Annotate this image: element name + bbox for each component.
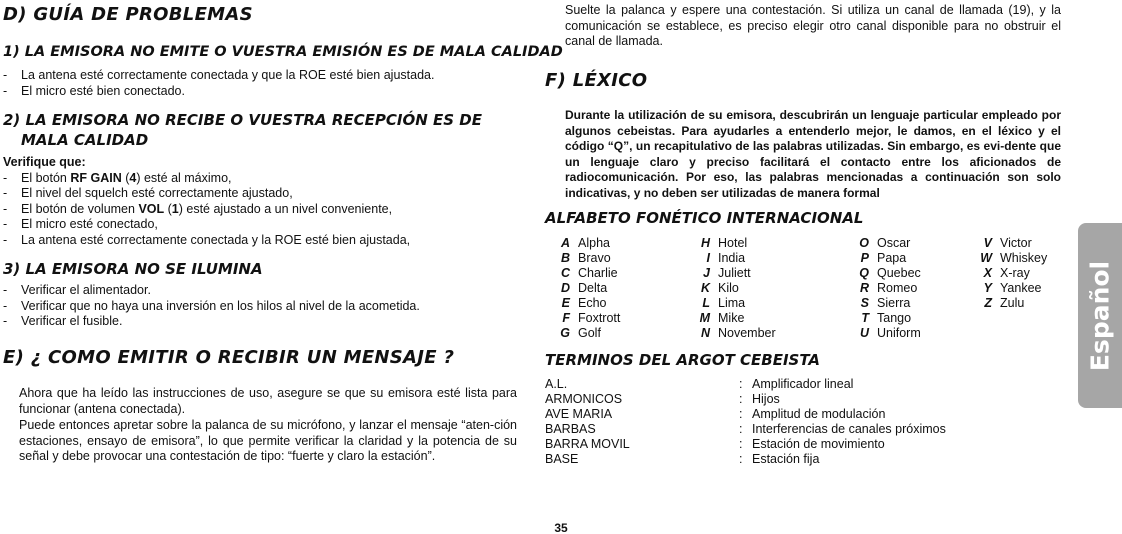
list-item: - El micro esté bien conectado.: [3, 83, 185, 98]
problem-3-list: [3, 283, 523, 330]
argot-separator: :: [739, 392, 743, 406]
argot-separator: :: [739, 452, 743, 466]
alphabet-entry: S Sierra: [860, 296, 911, 310]
alphabet-entry: D Delta: [560, 281, 608, 295]
alphabet-column-2: [692, 236, 776, 341]
alphabet-entry: B Bravo: [560, 251, 611, 265]
list-item: - La antena esté correctamente conectada y la ROE esté bien ajustada,: [3, 232, 411, 247]
lexicon-intro: Durante la utilización de su emisora, descubrirán un lenguaje particular empleado por algunos cebeistas. Para ayudarles a entenderlo mejor, le damos, en el léxico y el código “Q”, un recapitulativo de las palabras utilizadas. Sin embargo, es evi-dente que un lenguaje claro y preciso facilitará el contacto entre los aficionados de radiocomunicación. Por eso, las palabras mencionadas a continuación son solo indicativas, y no deben ser utilizadas de manera formal: [565, 108, 1061, 200]
alphabet-entry: N November: [700, 326, 776, 340]
alphabet-title: ALFABETO FONÉTICO INTERNACIONAL: [545, 209, 864, 227]
problem-2-list: [3, 155, 523, 248]
problem-3-title: 3) LA EMISORA NO SE ILUMINA: [3, 260, 263, 278]
list-item: - Verificar el alimentador.: [3, 283, 151, 297]
alphabet-entry: F Foxtrott: [562, 311, 621, 325]
alphabet-entry: I India: [706, 251, 746, 265]
alphabet-entry: K Kilo: [700, 281, 739, 295]
section-e-paragraph-1: Ahora que ha leído las instrucciones de uso, asegure se que su emisora esté lista para funcionar (antena conectada).: [19, 386, 517, 416]
argot-definition: Estación de movimiento: [752, 437, 885, 451]
argot-separator: :: [739, 437, 743, 451]
language-tab-label: Español: [1085, 260, 1115, 371]
alphabet-column-1: [552, 236, 620, 341]
alphabet-entry: Z Zulu: [984, 296, 1025, 310]
alphabet-entry: M Mike: [699, 311, 745, 325]
alphabet-entry: E Echo: [561, 296, 607, 310]
verify-label: Verifique que:: [3, 155, 86, 169]
argot-definition: Amplitud de modulación: [752, 407, 886, 421]
alphabet-entry: L Lima: [702, 296, 746, 310]
reply-paragraph: Suelte la palanca y espere una contestación. Si utiliza un canal de llamada (19), y la comunicación se establece, es preciso elegir otro canal disponible para no obstruir el canal de llamada.: [565, 3, 1061, 48]
argot-term: AVE MARIA: [545, 407, 613, 421]
argot-separator: :: [739, 422, 743, 436]
section-e-paragraph-2: Puede entonces apretar sobre la palanca de su micrófono, y lanzar el mensaje “aten-ción estaciones, ensayo de emisora”, lo que permite verificar la claridad y la potencia de su señal y debe provocar una contestación de tipo: “fuerte y claro la estación”.: [19, 418, 517, 463]
alphabet-column-4: [974, 236, 1047, 311]
section-f-title: F) LÉXICO: [545, 70, 648, 91]
argot-term: A.L.: [545, 377, 568, 391]
argot-term: BARBAS: [545, 422, 596, 436]
alphabet-entry: Q Quebec: [859, 266, 921, 280]
argot-title: TERMINOS DEL ARGOT CEBEISTA: [545, 351, 821, 369]
alphabet-entry: Y Yankee: [983, 281, 1042, 295]
language-tab: [1078, 223, 1122, 408]
list-item: - El botón RF GAIN (4) esté al máximo,: [3, 170, 232, 185]
alphabet-entry: T Tango: [861, 311, 912, 325]
list-item: - La antena esté correctamente conectada y que la ROE esté bien ajustada.: [3, 68, 435, 82]
alphabet-entry: G Golf: [560, 326, 601, 340]
alphabet-entry: X X-ray: [983, 266, 1030, 280]
alphabet-entry: U Uniform: [859, 326, 921, 340]
list-item: - El botón de volumen VOL (1) esté ajustado a un nivel conveniente,: [3, 201, 393, 216]
alphabet-entry: O Oscar: [859, 236, 911, 250]
argot-definition: Amplificador lineal: [752, 377, 854, 391]
problem-1-list: [3, 68, 523, 99]
argot-separator: :: [739, 377, 743, 391]
alphabet-entry: H Hotel: [700, 236, 748, 250]
problem-1-title: 1) LA EMISORA NO EMITE O VUESTRA EMISIÓN ES DE MALA CALIDAD: [3, 44, 563, 60]
alphabet-entry: P Papa: [860, 251, 907, 265]
argot-term: BARRA MOVIL: [545, 437, 630, 451]
alphabet-entry: A Alpha: [560, 236, 610, 250]
argot-definition: Hijos: [752, 392, 780, 406]
argot-definition: Estación fija: [752, 452, 820, 466]
alphabet-entry: V Victor: [983, 236, 1032, 250]
argot-term: ARMONICOS: [545, 392, 623, 406]
alphabet-entry: C Charlie: [560, 266, 618, 280]
list-item: - El nivel del squelch esté correctamente ajustado,: [3, 186, 293, 200]
alphabet-entry: W Whiskey: [980, 251, 1048, 265]
problem-2-title: 2) LA EMISORA NO RECIBE O VUESTRA RECEPCIÓN ES DE MALA CALIDAD: [3, 111, 482, 149]
list-item: - Verificar que no haya una inversión en los hilos al nivel de la acometida.: [3, 298, 420, 313]
argot-definition: Interferencias de canales próximos: [752, 422, 946, 436]
alphabet-entry: J Juliett: [703, 266, 751, 280]
page-number: 35: [554, 521, 568, 534]
argot-separator: :: [739, 407, 743, 421]
alphabet-entry: R Romeo: [859, 281, 918, 295]
alphabet-column-3: [851, 236, 921, 341]
list-item: - Verificar el fusible.: [3, 314, 123, 328]
argot-term: BASE: [545, 452, 579, 466]
list-item: - El micro esté conectado,: [3, 217, 158, 231]
section-d-title: D) GUÍA DE PROBLEMAS: [3, 4, 253, 25]
section-e-title: E) ¿ COMO EMITIR O RECIBIR UN MENSAJE ?: [3, 347, 455, 368]
